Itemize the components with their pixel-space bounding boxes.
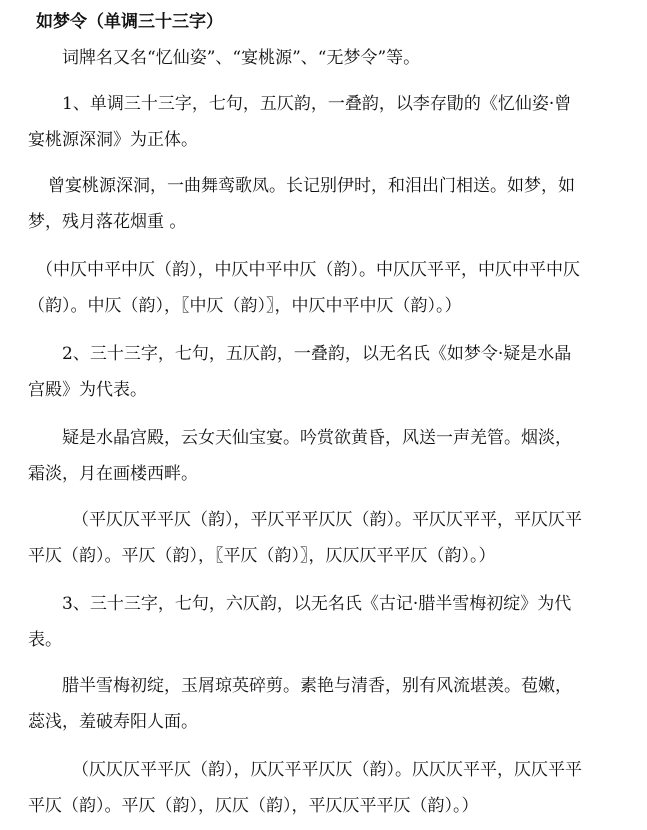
section-2-example: 疑是水晶宫殿，云女天仙宝宴。吟赏欲黄昏，风送一声羌管。烟淡，霜淡，月在画楼西畔。 xyxy=(28,428,572,484)
page-title: 如梦令（单调三十三字） xyxy=(36,12,223,32)
section-3-example: 腊半雪梅初绽，玉屑琼英碎剪。素艳与清香，别有风流堪羡。苞嫩，蕊浅，羞破寿阳人面。 xyxy=(28,676,572,732)
section-2-pattern: （平仄仄平平仄（韵），平仄平平仄仄（韵）。平仄仄平平，平仄仄平平仄（韵）。平仄（韵），〖平仄（韵）〗，仄仄仄平平仄（韵）。） xyxy=(28,510,582,566)
section-1-pattern: （中仄中平中仄（韵），中仄中平中仄（韵）。中仄仄平平，中仄中平中仄（韵）。中仄（韵），〖中仄（韵）〗，中仄中平中仄（韵）。） xyxy=(28,260,580,316)
section-1-example: 曾宴桃源深洞，一曲舞鸾歌凤。长记别伊时，和泪出门相送。如梦，如梦，残月落花烟重 。 xyxy=(28,176,575,232)
section-1-heading: 1、单调三十三字，七句，五仄韵，一叠韵，以李存勖的《忆仙姿·曾宴桃源深洞》为正体。 xyxy=(28,94,572,150)
section-3-heading: 3、三十三字，七句，六仄韵，以无名氏《古记·腊半雪梅初绽》为代表。 xyxy=(28,594,572,650)
section-3-pattern: （仄仄仄平平仄（韵），仄仄平平仄仄（韵）。仄仄仄平平，仄仄平平平仄（韵）。平仄（韵），仄仄（韵），平仄仄平平仄（韵）。） xyxy=(28,760,582,816)
aliases-paragraph: 词牌名又名“忆仙姿”、“宴桃源”、“无梦令”等。 xyxy=(62,48,421,68)
section-2-heading: 2、三十三字，七句，五仄韵，一叠韵，以无名氏《如梦令·疑是水晶宫殿》为代表。 xyxy=(28,344,572,400)
